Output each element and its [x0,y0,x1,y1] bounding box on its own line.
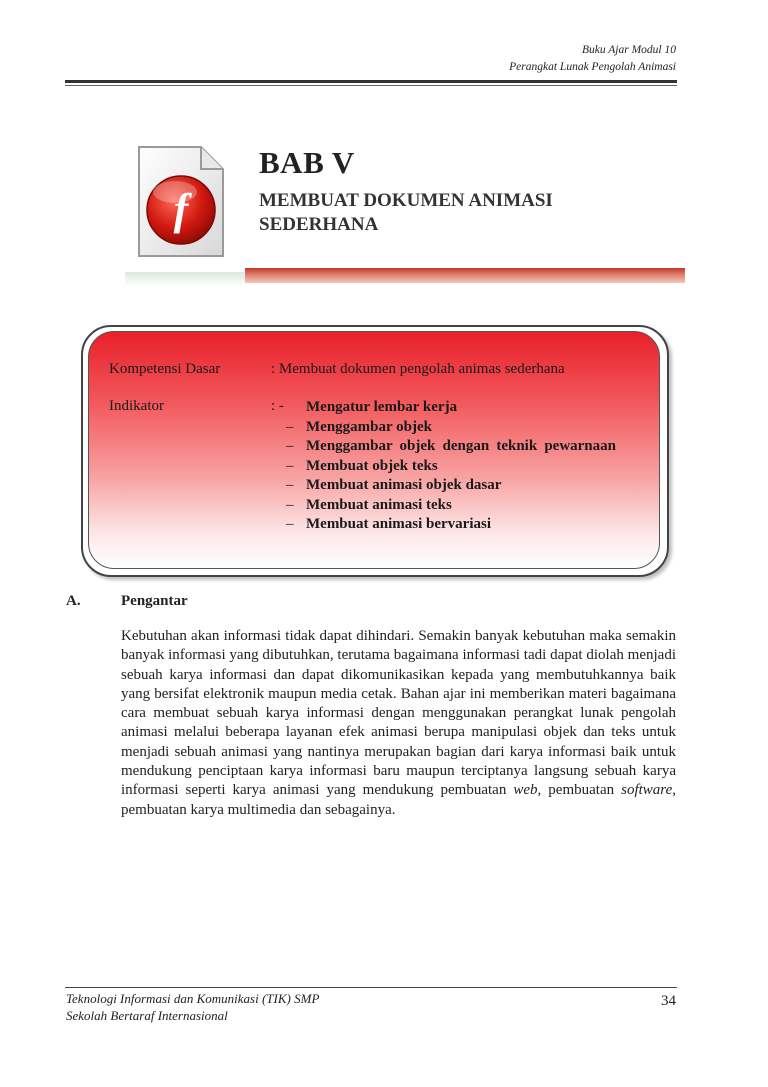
header-module: Buku Ajar Modul 10 [581,44,676,56]
paragraph-italic-web: web, [513,782,542,799]
indicator-text: Membuat animasi bervariasi [306,516,491,532]
indicator-item [286,476,636,496]
indicator-text: Membuat animasi teks [306,496,452,513]
header-subject: Perangkat Lunak Pengolah Animasi [509,61,676,73]
indicator-item [286,418,636,438]
page-number: 34 [661,993,676,1009]
competency-value: : Membuat dokumen pengolah animas sederhana [271,361,565,377]
header-rule-thin [65,85,677,86]
indicator-dash: – [286,516,294,532]
indicator-text: Membuat objek teks [306,457,438,474]
title-bar-shadow [125,272,245,286]
indicator-item [286,457,636,477]
footer-school: Sekolah Bertaraf Internasional [66,1008,228,1023]
indicator-dash: – [286,457,294,474]
paragraph-text: Kebutuhan akan informasi tidak dapat dihindari. Semakin banyak kebutuhan maka semakin banyak informasi yang dibutuhkan, terutama bagaimana informasi tadi dapat diolah menjadi sebuah karya informasi dan dapat dikomunikasikan kepada yang membutuhkannya baik yang bersifat elektronik maupun media cetak. Bahan ajar ini memberikan materi bagaimana cara membuat sebuah karya informasi dengan menggunakan perangkat lunak pengolah animasi melalui beberapa layanan efek animasi berupa manipulasi objek dan teks untuk menjadi sebuah animasi yang nantinya merupakan bagian dari karya informasi baik untuk mendukung penciptaan karya informasi baru maupun terciptanya langsung sebuah karya informasi seperti karya animasi yang mendukung pembuatan [121,628,676,799]
title-bar [245,268,685,283]
competency-label: Kompetensi Dasar [109,361,221,377]
indicator-dash: – [286,438,294,454]
indicator-text: Menggambar objek [306,418,432,435]
indicator-item [286,398,636,418]
paragraph-text: , pembuatan karya multimedia dan sebagainya. [121,782,676,818]
flash-letter: f [173,185,189,234]
indicator-colon: : - [271,398,284,414]
header-rule [65,80,677,83]
section-letter: A. [66,593,81,609]
indicator-text [306,437,616,457]
chapter-number: BAB V [259,145,355,180]
indicator-item [286,437,636,457]
paragraph-italic-software: software [621,782,673,799]
indicator-dash: – [286,418,294,435]
chapter-title: MEMBUAT DOKUMEN ANIMASI SEDERHANA [259,190,553,235]
indicator-dash: – [286,496,294,513]
footer-rule [65,987,677,988]
indicator-item [286,496,636,516]
paragraph-text: pembuatan [541,782,622,799]
indicator-text: Mengatur lembar kerja [306,399,458,415]
footer-course: Teknologi Informasi dan Komunikasi (TIK) SMP [66,991,320,1006]
flash-document-icon [133,144,227,260]
section-title: Pengantar [121,593,188,609]
indicator-text-wrap: Menggambar objek dengan teknik pewarnaan [306,438,616,454]
indicator-dash: – [286,477,294,493]
indicator-item [286,515,636,535]
indicator-list [286,398,636,535]
intro-paragraph [121,627,676,820]
indicator-label: Indikator [109,398,164,414]
indicator-text: Membuat animasi objek dasar [306,477,502,493]
